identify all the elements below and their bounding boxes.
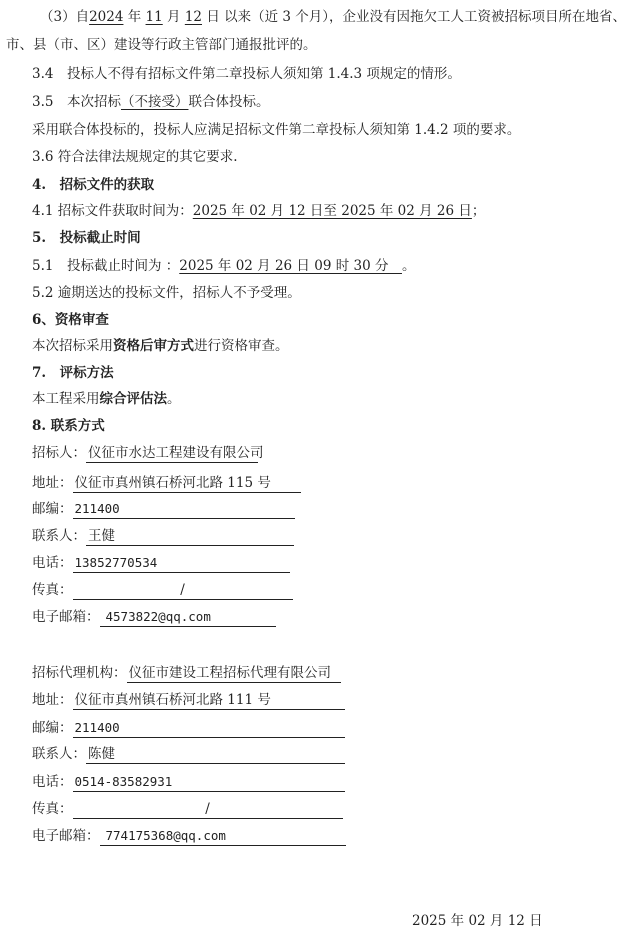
agent-name-row xyxy=(32,664,341,683)
clause-3-3-month: 11 xyxy=(145,9,163,25)
clause-3-5 xyxy=(32,93,269,111)
agent-fax-label: 传真： xyxy=(32,801,73,817)
agent-contact-value: 陈健 xyxy=(86,745,345,764)
clause-3-3-prefix: （3）自 xyxy=(40,9,90,25)
agent-email-row xyxy=(32,827,346,846)
clause-4-1-suffix: ； xyxy=(471,203,486,219)
tenderer-fax-label: 传真： xyxy=(32,582,73,598)
agent-email-value: 774175368@qq.com xyxy=(100,827,346,846)
agent-phone-value: 0514-83582931 xyxy=(73,773,345,792)
clause-4-1 xyxy=(32,202,485,220)
section-8-heading: 8. 联系方式 xyxy=(32,418,105,434)
agent-zip-value: 211400 xyxy=(73,719,345,738)
tenderer-zip-value: 211400 xyxy=(73,500,295,519)
tenderer-phone-row xyxy=(32,554,290,573)
agent-phone-label: 电话： xyxy=(32,774,73,790)
clause-3-3-line1 xyxy=(40,8,626,26)
section-6-heading: 6、资格审查 xyxy=(32,312,109,328)
clause-3-5-value: （不接受） xyxy=(120,94,189,110)
agent-name-label: 招标代理机构： xyxy=(32,665,127,681)
clause-3-3-year: 2024 xyxy=(89,9,124,25)
agent-name-value: 仪征市建设工程招标代理有限公司 xyxy=(127,664,341,683)
clause-6-prefix: 本次招标采用 xyxy=(32,338,113,354)
agent-zip-row xyxy=(32,719,345,738)
tenderer-email-value: 4573822@qq.com xyxy=(100,608,276,627)
clause-3-3-suffix: 以来（近 3 个月），企业没有因拖欠工人工资被招标项目所在地省、 xyxy=(224,9,627,25)
tenderer-phone-value: 13852770534 xyxy=(73,554,290,573)
agent-email-label: 电子邮箱： xyxy=(32,828,100,844)
clause-6-bold: 资格后审方式 xyxy=(113,338,194,354)
tenderer-contact-value: 王健 xyxy=(86,527,294,546)
clause-3-5-suffix: 联合体投标。 xyxy=(188,94,270,110)
tenderer-address-row xyxy=(32,474,301,493)
clause-3-3-ri: 日 xyxy=(206,9,220,25)
agent-address-row xyxy=(32,691,345,710)
document-date: 2025 年 02 月 12 日 xyxy=(412,913,543,929)
tenderer-phone-label: 电话： xyxy=(32,555,73,571)
clause-5-2: 5.2 逾期送达的投标文件，招标人不予受理。 xyxy=(32,285,301,301)
clause-3-3-yue: 月 xyxy=(167,9,181,25)
tenderer-name-row xyxy=(32,444,264,463)
clause-7-prefix: 本工程采用 xyxy=(32,391,100,407)
agent-fax-value: / xyxy=(73,800,343,819)
clause-5-1 xyxy=(32,257,415,275)
agent-fax-row xyxy=(32,800,343,819)
clause-4-1-value: 2025 年 02 月 12 日至 2025 年 02 月 26 日 xyxy=(192,203,472,219)
tenderer-address-value: 仪征市真州镇石桥河北路 115 号 xyxy=(73,474,301,493)
clause-6-suffix: 进行资格审查。 xyxy=(194,338,289,354)
clause-3-4: 3.4 投标人不得有招标文件第二章投标人须知第 1.4.3 项规定的情形。 xyxy=(32,66,461,82)
clause-7 xyxy=(32,390,181,408)
clause-3-3-nian: 年 xyxy=(127,9,142,25)
clause-3-3-line2: 市、县（市、区）建设等行政主管部门通报批评的。 xyxy=(6,37,317,53)
agent-phone-row xyxy=(32,773,345,792)
tenderer-fax-row xyxy=(32,581,293,600)
agent-contact-label: 联系人： xyxy=(32,746,86,762)
clause-3-5-prefix: 3.5 本次招标 xyxy=(32,94,121,110)
tenderer-name-value: 仪征市水达工程建设有限公司 xyxy=(88,445,264,461)
tenderer-name-label: 招标人： xyxy=(32,445,86,461)
tenderer-fax-value: / xyxy=(73,581,293,600)
tenderer-contact-label: 联系人： xyxy=(32,528,86,544)
agent-zip-label: 邮编： xyxy=(32,720,73,736)
clause-3-6: 3.6 符合法律法规规定的其它要求. xyxy=(32,149,238,165)
tenderer-address-label: 地址： xyxy=(32,475,73,491)
tenderer-zip-label: 邮编： xyxy=(32,501,73,517)
agent-contact-row xyxy=(32,745,345,764)
clause-3-5-note: 采用联合体投标的，投标人应满足招标文件第二章投标人须知第 1.4.2 项的要求。 xyxy=(32,122,521,138)
clause-5-1-suffix: 。 xyxy=(401,258,416,274)
clause-7-suffix: 。 xyxy=(167,391,181,407)
tenderer-zip-row xyxy=(32,500,295,519)
section-7-heading: 7. 评标方法 xyxy=(32,365,114,381)
tenderer-email-label: 电子邮箱： xyxy=(32,609,100,625)
agent-address-value: 仪征市真州镇石桥河北路 111 号 xyxy=(73,691,345,710)
agent-address-label: 地址： xyxy=(32,692,73,708)
clause-7-bold: 综合评估法 xyxy=(99,391,167,407)
clause-5-1-value: 2025 年 02 月 26 日 09 时 30 分 xyxy=(179,258,402,274)
section-5-heading: 5. 投标截止时间 xyxy=(32,230,141,246)
tenderer-email-row xyxy=(32,608,276,627)
clause-6 xyxy=(32,337,289,355)
tenderer-contact-row xyxy=(32,527,294,546)
clause-4-1-prefix: 4.1 招标文件获取时间为： xyxy=(32,203,193,219)
clause-3-3-day: 12 xyxy=(184,9,203,25)
clause-5-1-prefix: 5.1 投标截止时间为 ： xyxy=(32,258,180,274)
section-4-heading: 4. 招标文件的获取 xyxy=(32,177,155,193)
